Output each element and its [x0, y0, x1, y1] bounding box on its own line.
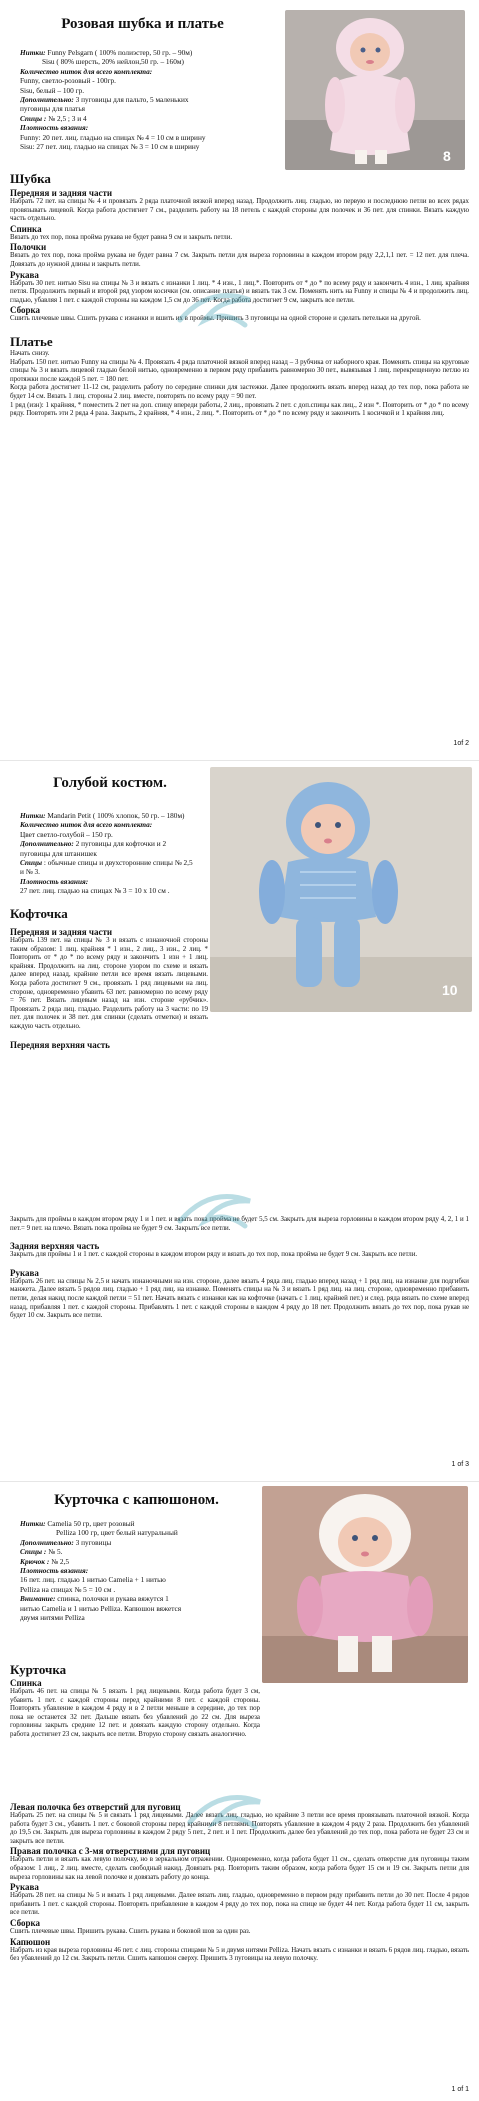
blue-outfit-doll-illustration — [210, 767, 472, 1012]
watermark-swirl-icon-2 — [170, 1181, 270, 1241]
pink-coat-doll-photo — [285, 10, 465, 170]
jacket-sleeves-text: Набрать 26 пет. на спицы № 2,5 и начать изнаночными на изн. стороне, далее вязать 4 ряда лиц. гладью вперед назад + 1 ряд лиц. на изнанке для подгибки манжета. Далее вязать 5 рядов лиц. гладью + 1 ряд лиц. на изнанке. Поменять спицы на № 3 и вязать 1 ряд лиц. на лиц. стороне, одновременно прибавить петли, делая накид после каждой петли = 51 пет. Начать вязать с изнанки как на кофточке (начать с 1 лиц. крайней пет.) и след. ряда вязать по схеме вперед назад, прибавляя 1 пет. с каждой стороны. Прибавлять 1 пет. с каждой стороны в каждом 4 ряду до 18 пет. Продолжить вязать до тех пор, пока рукав не будет 10 см. Закрыть все петли. — [10, 1277, 469, 1320]
page2-materials: Нитки: Mandarin Petit ( 100% хлопок, 50 гр. – 180м) Количество ниток для всего комплекта: Цвет светло-голубой – 150 гр. Дополнительно: 2 пуговицы для кофточки и 2 пуговицы для штанишек Спицы : обычные спицы и двухсторонние спицы № 2,5 и № 3. Плотность вязания: 27 пет. лиц. гладью на спицах № 3 = 10 х 10 см . — [20, 811, 193, 896]
coat-fronts-text: Вязать до тех пор, пока пройма рукава не будет равна 7 см. Закрыть петли для выреза горловины в каждом втором ряду 2,2,1,1 пет. = 12 пет. для плеча. Довязать до нужной длины и закрыть петли. — [10, 252, 469, 268]
page2-number: 1 of 3 — [451, 1461, 469, 1468]
photo-number-10: 10 — [442, 982, 458, 998]
blue-outfit-doll-photo — [210, 767, 472, 1012]
coat-front-back-text: Набрать 72 пет. на спицы № 4 и провязать 2 ряда платочной вязкой вперед назад. Продолжить лиц. гладью, но первую и последнюю петли во всех рядах провязывать лицевой. Когда работа достигнет 7 см., разделить работу на 18 петель с каждой стороны для полочек и 36 пет. для спинки. Вязать каждую часть отдельно. — [10, 198, 469, 223]
page1-title: Розовая шубка и платье — [61, 16, 224, 32]
section-dress: Платье — [10, 333, 53, 349]
coat-back-text: Вязать до тех пор, пока пройма рукава не будет равна 9 см и закрыть петли. — [10, 233, 233, 241]
jacket-back-top-text: Закрыть для проймы 1 и 1 пет. с каждой стороны в каждом втором ряду и вязать до тех пор, пока пройма не будет 9 см. Закрыть все петли. — [10, 1251, 418, 1259]
coat-back-heading: Спинка — [10, 223, 42, 234]
watermark-swirl-icon — [170, 280, 270, 340]
page3-materials: Нитки: Camelia 50 гр, цвет розовый Pelliza 100 гр, цвет белый натуральный Дополнительно: 3 пуговицы Спицы : № 5. Крючок : № 2,5 Плотность вязания: 16 пет. лиц. гладью 1 нитью Camelia + 1 нитью Pelliza на спицах № 5 = 10 см . Внимание: спинка, полочки и рукава вяжутся 1 нитью Camelia и 1 нитью Pelliza. Капюшон вяжется двумя нитями Pelliza — [20, 1519, 182, 1623]
left-front-text: Набрать 25 пет. на спицы № 5 и связать 1 ряд лицевыми. Далее вязать лиц. гладью, но крайние 3 петли все время провязывать платочной вязкой. Когда работа будет 3 см., убавить 1 пет. с боковой стороны перед крайними 8 петлями. Повторять убавление в каждом 4 ряду 2 раза. Продолжить без убавлений до 19,5 см. Закрыть для выреза горловины в каждом 2 ряду 5 пет., 2 пет. и 1 пет. Продолжить далее без убавлений до тех пор, пока работа не будет 23 см и закрыть все петли. — [10, 1812, 469, 1845]
left-front-heading: Левая полочка без отверстий для пуговиц — [10, 1802, 181, 1812]
right-front-text: Набрать петли и вязать как левую полочку, но в зеркальном отражении. Одновременно, когда работа будет 11 см., сделать отверстие для пуговицы таким образом: 1 лиц., 2 лиц. вместе, сделать свободный накид. Довязать ряд. Повторить таким образом, когда работа будет 15 см и 19 см. Закрыть петли для выреза горловины как на левой полочке и довязать работу до конца. — [10, 1856, 469, 1881]
pattern-page-3 — [0, 1482, 479, 2101]
watermark-swirl-icon-3 — [180, 1782, 280, 1842]
pink-hooded-jacket-doll-illustration — [262, 1486, 468, 1683]
jacket-front-back-block — [10, 927, 208, 1050]
jacket-sleeves-heading: Рукава — [10, 1267, 39, 1278]
coat-front-back-heading: Передняя и задняя части — [10, 188, 113, 198]
jacket-front-back-heading: Передняя и задняя части — [10, 927, 113, 937]
jacket-front-top-heading: Передняя верхняя часть — [10, 1039, 110, 1050]
page2-title: Голубой костюм. — [53, 775, 167, 791]
hood-jacket-back-heading: Спинка — [10, 1678, 42, 1688]
coat-assembly-text: Сшить плечевые швы. Сшить рукава с изнанки и вшить их в проймы. Пришить 3 пуговицы на одной стороне и сделать петельки на другой. — [10, 315, 421, 323]
pink-hooded-jacket-doll-photo — [262, 1486, 468, 1683]
hood-sleeves-text: Набрать 28 пет. на спицы № 5 и вязать 1 ряд лицевыми. Далее вязать лиц. гладью, одновременно в первом ряду прибавить петли до 30 пет. После 4 рядов прибавить 1 пет. с каждой стороны. Повторять прибавление в каждом 4 ряду до тех пор, пока на спице не будет 44 пет. Когда работа будет 11 см, закрыть все петли. — [10, 1892, 469, 1917]
pattern-page-2 — [0, 761, 479, 1481]
coat-sleeves-text: Набрать 30 пет. нитью Sisu на спицы № 3 и вязать с изнанки 1 лиц. * 4 изн., 1 лиц.*. Повторить от * до * по всему ряду и закончить 4 изн., 1 лиц. крайняя петля. Продолжить первый и второй ряд узором косички (см. описание платья) и вязать так 3 см. Поменять нить на Funny и спицы № 4 и продолжить лиц. гладью, убавляя 1 пет. с каждой стороны на каждом 1,5 см до 36 пет. Когда работа достигнет 9 см, закрыть все петли. — [10, 279, 469, 304]
pattern-page-1 — [0, 0, 479, 760]
hood-jacket-back-text: Набрать 46 пет. на спицы № 5 вязать 1 ряд лицевыми. Когда работа будет 3 см, убавить 1 пет. с каждой стороны перед крайними 8 пет. с каждой стороны. Повторять убавление в каждом 4 ряду и в 2 петли меньше в середине, до тех пор пока не останется 32 пет. Дальше вязать без убавлений до 22 см. Для выреза горловины закрыть средние 12 пет. и довязать каждую сторону отдельно. Когда работа достигнет 23 см, закрыть все петли. Вторую сторону связать аналогично. — [10, 1688, 260, 1738]
page3-number: 1 of 1 — [451, 2086, 469, 2093]
right-front-heading: Правая полочка с 3-мя отверстиями для пуговиц — [10, 1846, 211, 1857]
coat-sleeves-heading: Рукава — [10, 269, 39, 280]
page3-title: Курточка с капюшоном. — [54, 1492, 219, 1508]
hood-heading: Капюшон — [10, 1936, 51, 1947]
hood-back-block — [10, 1678, 260, 1740]
page1-number: 1of 2 — [453, 740, 469, 747]
coat-fronts-heading: Полочки — [10, 242, 47, 253]
jacket-front-back-text: Набрать 139 пет. на спицы № 3 и вязать с изнаночной стороны таким образом: 1 лиц. крайняя * 1 изн., 2 лиц., 3 изн., 2 лиц. * Повторить от * до * по всему ряду и закончить 1 изн + 1 лиц. крайняя. Продолжить на лиц. стороне узором по схеме и вязать далее вперед назад, крайние петли все время вязать лицевыми. Когда работа достигнет 9 см., провязать 1 ряд лицевыми на лиц. стороне, одновременно убавить 63 пет. равномерно по всему ряду = 76 пет. Вязать лицевым назад на изн. стороне «рубчик». Провязать 2 ряда лиц. гладью. Разделить работу на 3 части: по 19 пет. для полочек и 38 пет. для спинки (сделать отметки) и вязать каждую часть отдельно. — [10, 937, 208, 1030]
dress-text-2: Набрать 150 пет. нитью Funny на спицы № 4. Провязать 4 ряда платочной вязкой вперед назад – 3 рубчика от наборного края. Поменять спицы на круговые спицы № 3 и вязать лицевой гладью белой нитью, одновременно в первом ряду прибавить равномерно 30 пет., вывязывая 1 лиц. перекрещенную петлю из протяжки после каждой 5 пет. = 180 пет. — [10, 358, 469, 383]
hood-assembly-text: Сшить плечевые швы. Пришить рукава. Сшить рукава и боковой шов за один раз. — [10, 1927, 251, 1935]
hood-assembly-heading: Сборка — [10, 1917, 41, 1928]
page1-materials: Нитки: Funny Pelsgarn ( 100% полиэстер, 50 гр. – 90м) Sisu ( 80% шерсть, 20% нейлон,50 гр. – 160м) Количество ниток для всего комплекта: Funny, светло-розовый - 100гр. Sisu, белый – 100 гр. Дополнительно: 3 пуговицы для пальто, 5 маленьких пуговицы для платья Спицы : № 2,5 ; 3 и 4 Плотность вязания: Funny: 20 пет. лиц. гладью на спицах № 4 = 10 см в ширину Sisu: 27 пет. лиц. гладью на спицах № 3 = 10 см в ширину — [20, 48, 206, 152]
pink-coat-doll-illustration — [285, 10, 465, 170]
jacket-front-top-text: Закрыть для проймы в каждом втором ряду 1 и 1 пет. и вязать пока пройма не будет 5,5 см. Закрыть для выреза горловины в каждом втором ряду 4, 2, 1 и 1 пет.= 9 пет. на плечо. Вязать пока пройма не будет 9 см. Закрыть все петли. — [10, 1216, 469, 1232]
jacket-back-top-heading: Задняя верхняя часть — [10, 1241, 100, 1252]
hood-sleeves-heading: Рукава — [10, 1882, 39, 1893]
coat-assembly-heading: Сборка — [10, 305, 41, 316]
dress-text-4: 1 ряд (изн): 1 крайняя, * поместить 2 пет на доп. спицу впереди работы, 2 лиц., провязать 2 пет. с доп.спицы как лиц., 2 изн *. Повторить от * до * по всему ряду. Повторять эти 2 ряда 4 раза. Закрыть, 2 крайняя, * 4 изн., 2 лиц. *. Повторить от * до * по всему ряду и закончить 1 косичкой и 1 крайняя лиц. — [10, 401, 469, 418]
dress-text-1: Начать снизу. — [10, 349, 50, 357]
section-coat: Шубка — [10, 171, 51, 186]
section-jacket-hood: Курточка — [10, 1662, 67, 1677]
dress-text-3: Когда работа достигнет 11-12 см, разделить работу по середине спинки для застежки. Далее продолжить вязать вперед назад до тех пор, пока работа не будет 14 см. Вязать 1 лиц. стороны 2 лиц. вместе, повторять по всему ряду = 90 пет. — [10, 384, 469, 400]
section-jacket: Кофточка — [10, 906, 68, 921]
hood-text: Набрать из края выреза горловины 46 пет. с лиц. стороны спицами № 5 и двумя нитями Pelliza. Начать вязать с изнанки и вязать 6 рядов лиц. гладью, вязать без убавлений до 12 см. Закрыть петли. Сшить капюшон сверху. Пришить 3 пуговицы на левую полочку. — [10, 1946, 469, 1963]
photo-number-8: 8 — [443, 148, 451, 164]
